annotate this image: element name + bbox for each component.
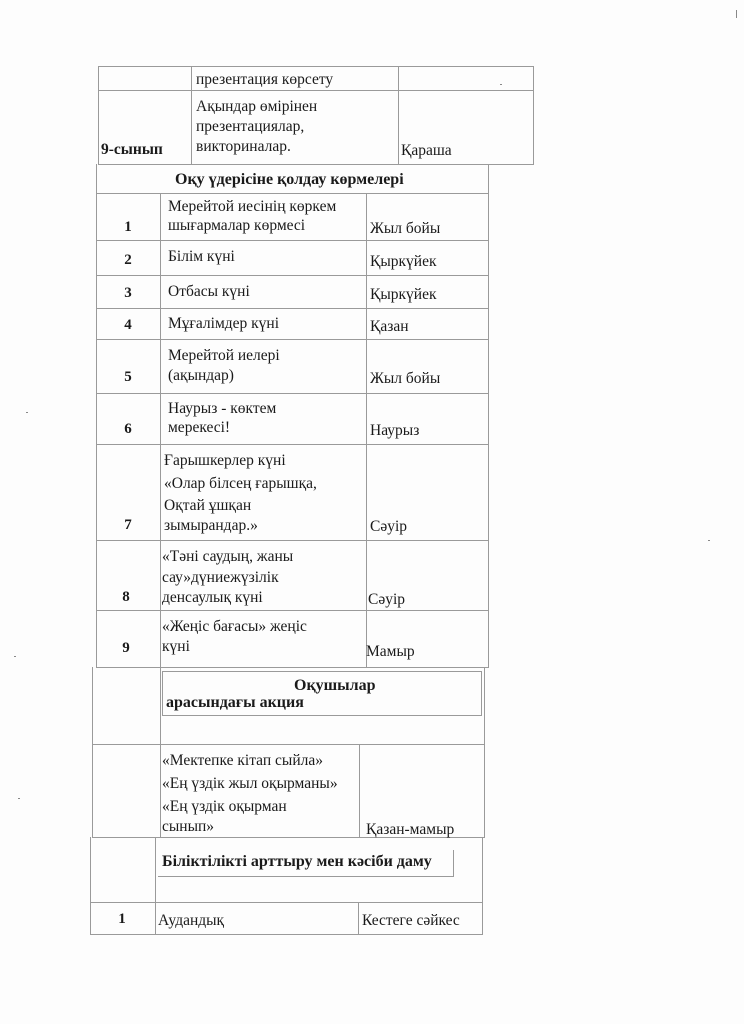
class-label: 9-сынып xyxy=(101,141,163,158)
table-cell: презентациялар, xyxy=(196,118,305,135)
table-cell: викториналар. xyxy=(196,138,291,155)
rule xyxy=(482,837,483,935)
rule xyxy=(158,876,454,877)
table-cell: мерекесі! xyxy=(168,419,231,436)
rule xyxy=(90,902,483,903)
rule xyxy=(92,744,485,745)
month-cell: Қараша xyxy=(401,142,452,159)
month-cell: Қазан-мамыр xyxy=(366,821,455,838)
month-cell: Жыл бойы xyxy=(370,370,441,387)
row-number: 2 xyxy=(124,252,132,268)
section-title: Біліктілікті арттыру мен кәсіби даму xyxy=(162,853,432,870)
rule xyxy=(98,90,534,91)
scan-speck xyxy=(26,412,28,413)
month-cell: Қыркүйек xyxy=(370,286,437,303)
section-title: арасындағы акция xyxy=(166,694,304,711)
table-cell: Мұғалімдер күні xyxy=(168,315,280,332)
table-cell: Отбасы күні xyxy=(168,283,250,300)
rule xyxy=(96,275,489,276)
rule xyxy=(162,715,482,716)
table-cell: зымырандар.» xyxy=(164,517,258,534)
rule xyxy=(92,667,93,837)
rule xyxy=(96,610,489,611)
rule xyxy=(96,444,489,445)
table-cell: презентация көрсету xyxy=(196,71,334,88)
row-number: 1 xyxy=(124,219,132,235)
rule xyxy=(96,193,489,194)
table-cell: сынып» xyxy=(162,818,215,835)
table-cell: Мерейтой иелері xyxy=(168,347,280,364)
row-number: 1 xyxy=(118,911,126,927)
table-cell: «Жеңіс бағасы» жеңіс xyxy=(162,618,307,635)
rule xyxy=(162,671,482,672)
scan-speck xyxy=(736,10,737,18)
row-number: 3 xyxy=(124,285,132,301)
table-cell: Аудандық xyxy=(158,912,225,929)
rule xyxy=(96,393,489,394)
rule xyxy=(98,66,99,164)
table-cell: «Олар білсең ғарышқа, xyxy=(164,475,317,492)
row-number: 7 xyxy=(124,517,132,533)
table-cell: Білім күні xyxy=(168,248,235,265)
rule xyxy=(96,339,489,340)
rule xyxy=(90,934,483,935)
scan-speck xyxy=(500,84,502,85)
rule xyxy=(98,66,534,67)
month-cell: Сәуір xyxy=(370,518,408,535)
month-cell: Жыл бойы xyxy=(370,220,441,237)
rule xyxy=(358,902,359,935)
rule xyxy=(453,850,454,876)
rule xyxy=(366,193,367,668)
rule xyxy=(155,837,156,935)
table-cell: денсаулық күні xyxy=(162,589,263,606)
rule xyxy=(160,667,161,837)
rule xyxy=(359,744,360,837)
month-cell: Кестеге сәйкес xyxy=(362,912,460,929)
section-title: Оқу үдерісіне қолдау көрмелері xyxy=(175,171,404,188)
rule xyxy=(98,164,534,165)
table-cell: «Мектепке кітап сыйла» xyxy=(162,752,323,769)
table-cell: сау»дүниежүзілік xyxy=(162,569,279,586)
row-number: 9 xyxy=(122,640,130,656)
month-cell: Сәуір xyxy=(368,591,406,608)
rule xyxy=(191,66,192,164)
table-cell: шығармалар көрмесі xyxy=(168,217,306,234)
table-cell: Ғарышкерлер күні xyxy=(164,452,286,469)
rule xyxy=(481,671,482,715)
rule xyxy=(162,671,163,715)
row-number: 6 xyxy=(124,421,132,437)
row-number: 8 xyxy=(122,589,130,605)
table-cell: (ақындар) xyxy=(168,367,234,384)
table-cell: «Ең үздік жыл оқырманы» xyxy=(162,775,338,792)
scan-speck xyxy=(14,656,16,657)
rule xyxy=(484,667,485,837)
row-number: 4 xyxy=(124,317,132,333)
rule xyxy=(96,667,489,668)
section-title: Оқушылар xyxy=(294,677,376,694)
rule xyxy=(96,240,489,241)
scan-speck xyxy=(18,798,20,799)
rule xyxy=(398,66,399,164)
rule xyxy=(160,193,161,668)
month-cell: Қыркүйек xyxy=(370,253,437,270)
table-cell: күні xyxy=(162,638,190,655)
row-number: 5 xyxy=(124,369,132,385)
table-cell: Оқтай ұшқан xyxy=(164,497,252,514)
table-cell: Наурыз - көктем xyxy=(168,400,277,417)
month-cell: Мамыр xyxy=(366,643,415,660)
scan-speck xyxy=(708,540,710,541)
table-cell: «Тәні саудың, жаны xyxy=(162,548,294,565)
rule xyxy=(96,308,489,309)
table-cell: Ақындар өмірінен xyxy=(196,98,318,115)
month-cell: Қазан xyxy=(370,318,409,335)
table-cell: «Ең үздік оқырман xyxy=(162,798,287,815)
rule xyxy=(533,66,534,164)
month-cell: Наурыз xyxy=(370,422,420,439)
rule xyxy=(96,540,489,541)
table-cell: Мерейтой иесінің көркем xyxy=(168,198,337,215)
